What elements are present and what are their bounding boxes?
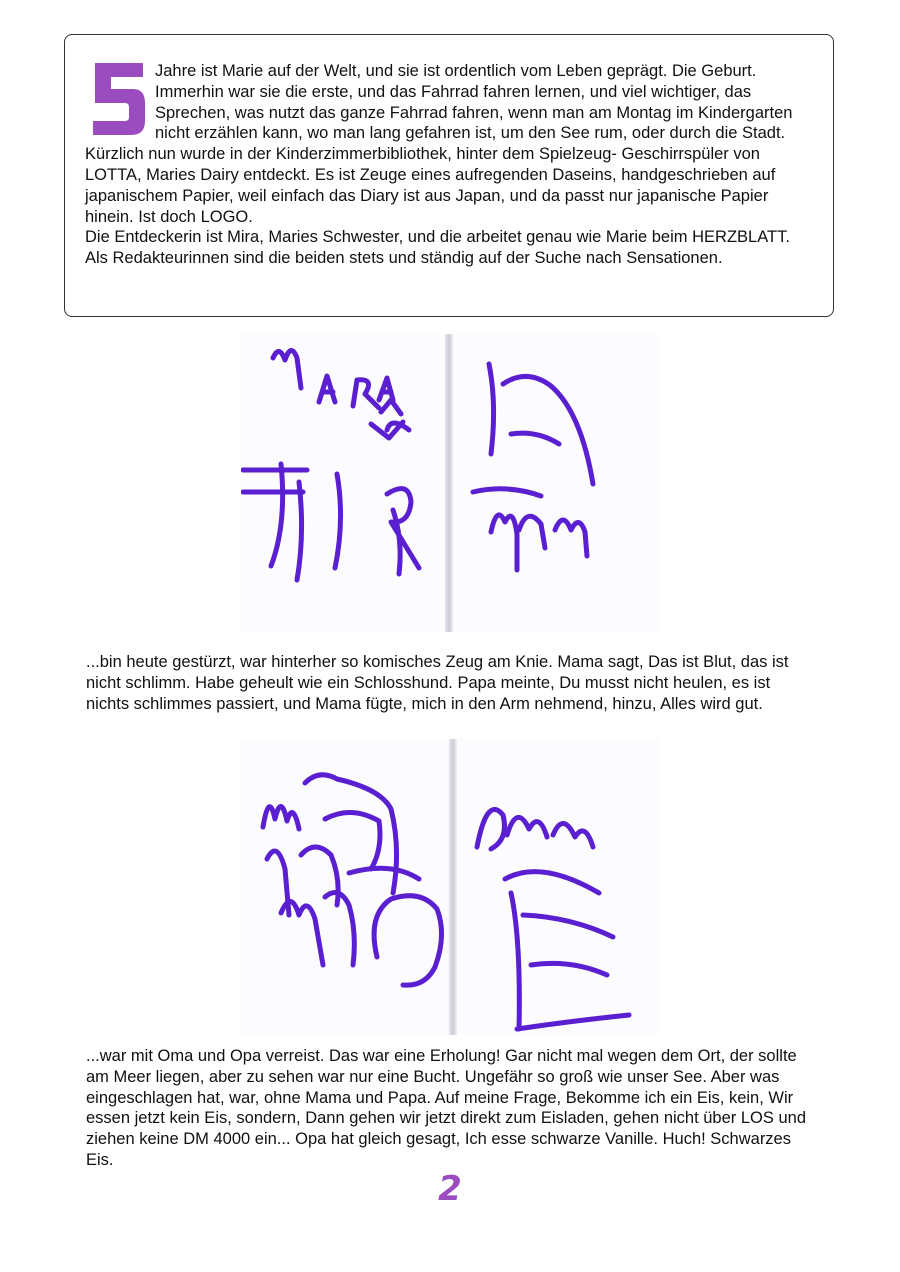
diary-photo-2 — [241, 739, 659, 1035]
intro-box — [64, 34, 834, 317]
dropcap-five — [87, 61, 149, 137]
diary-entry-1: ...bin heute gestürzt, war hinterher so komisches Zeug am Knie. Mama sagt, Das ist Blut, das ist nicht schlimm. Habe geheult wie ein Schlosshund. Papa meinte, Du musst nicht heulen, es ist nichts schlimmes passiert, und Mama fügte, mich in den Arm nehmend, hinzu, Alles wird gut. — [86, 653, 789, 713]
intro-paragraph-1: Jahre ist Marie auf der Welt, und sie ist ordentlich vom Leben geprägt. Die Geburt. Immerhin war sie die erste, und das Fahrrad fahren lernen, und viel wichtiger, das Sprechen, was nutzt das ganze Fahrrad fahren, wenn man am Montag im Kindergarten nicht erzählen kann, wo man lang gefahren ist, um den See rum, oder durch die Stadt. — [155, 62, 793, 143]
diary-photo-1 — [241, 334, 660, 632]
intro-paragraph-2: Kürzlich nun wurde in der Kinderzimmerbibliothek, hinter dem Spielzeug- Geschirrspüler von LOTTA, Maries Dairy entdeckt. Es ist Zeuge eines aufregenden Daseins, handgeschrieben auf japanischem Papier, weil einfach das Diary ist aus Japan, und da passt nur japanische Papier hinein. Ist doch LOGO. — [85, 145, 776, 226]
svg-text:2: 2 — [438, 1170, 462, 1206]
handwriting-scribble-1 — [241, 334, 660, 632]
page-number — [0, 1170, 900, 1206]
handwriting-scribble-2 — [241, 739, 659, 1035]
intro-paragraph-3: Die Entdeckerin ist Mira, Maries Schwester, und die arbeitet genau wie Marie beim HERZBLATT. Als Redakteurinnen sind die beiden stets und ständig auf der Suche nach Sensationen. — [85, 228, 790, 268]
diary-entry-2: ...war mit Oma und Opa verreist. Das war eine Erholung! Gar nicht mal wegen dem Ort, der sollte am Meer liegen, aber zu sehen war nur eine Bucht. Ungefähr so groß wie unser See. Aber was eingeschlagen hat, war, ohne Mama und Papa. Auf meine Frage, Bekomme ich ein Eis, kein, Wir essen jetzt kein Eis, sondern, Dann gehen wir jetzt direkt zum Eisladen, gehen nicht über LOS und ziehen keine DM 4000 ein... Opa hat gleich gesagt, Ich esse schwarze Vanille. Huch! Schwarzes Eis. — [86, 1047, 806, 1169]
